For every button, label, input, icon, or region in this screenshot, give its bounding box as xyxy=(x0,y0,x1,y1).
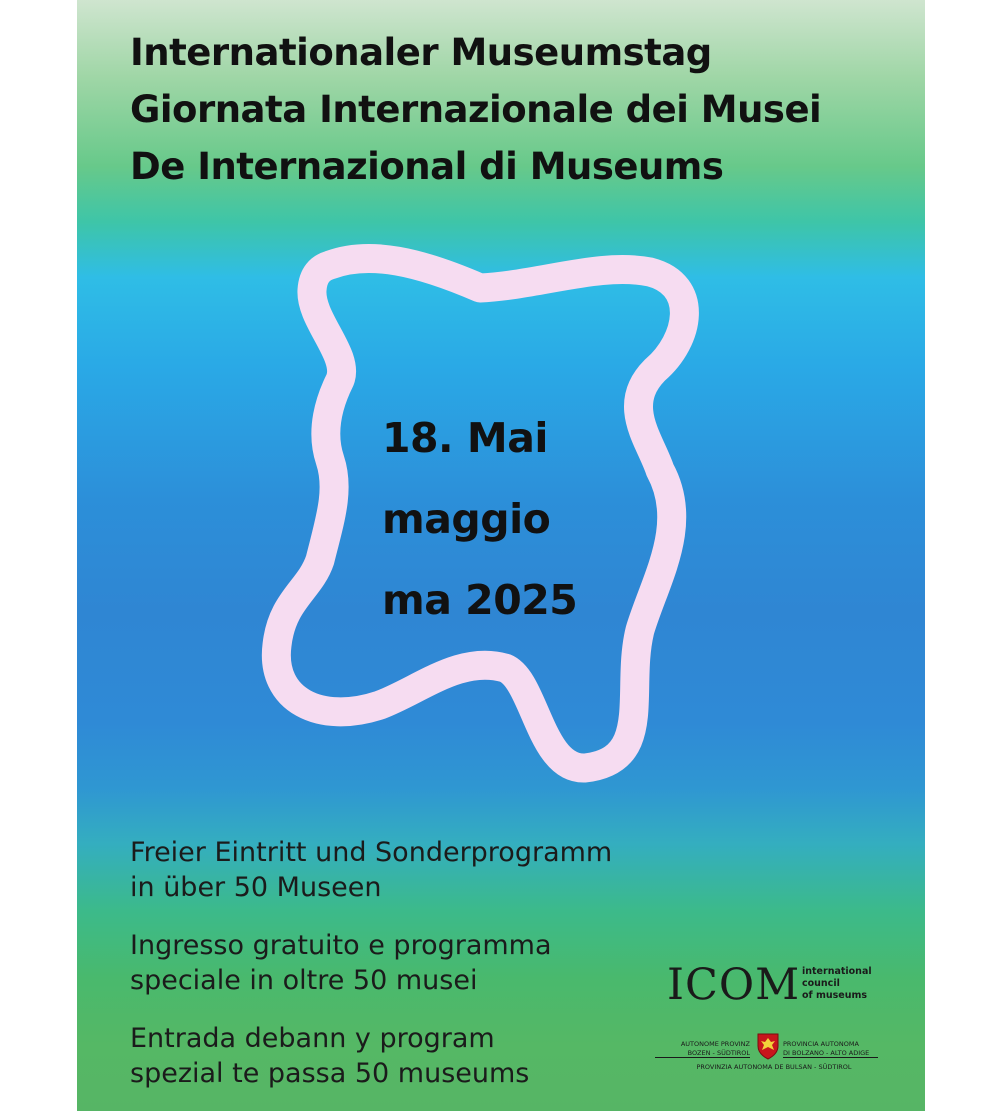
icom-sub-line-2: council xyxy=(802,978,840,989)
info-german xyxy=(130,835,612,905)
eagle-coat-of-arms-icon xyxy=(756,1032,780,1060)
event-date xyxy=(382,398,577,641)
info-ladin-line-1: Entrada debann y program xyxy=(130,1023,495,1054)
icom-subtitle xyxy=(802,966,872,1002)
province-logo xyxy=(655,1032,890,1082)
info-ladin xyxy=(130,1021,529,1091)
info-italian xyxy=(130,928,552,998)
title-line-ladin: De Internazional di Museums xyxy=(130,145,724,188)
title-line-german: Internationaler Museumstag xyxy=(130,31,712,74)
province-left-line-2: BOZEN - SÜDTIROL xyxy=(687,1049,750,1057)
date-line-1: 18. Mai xyxy=(382,414,548,462)
info-ladin-line-2: spezial te passa 50 museums xyxy=(130,1058,530,1089)
province-label-german xyxy=(655,1040,750,1058)
province-divider-right xyxy=(783,1057,878,1058)
province-right-line-2: DI BOLZANO - ALTO ADIGE xyxy=(783,1049,870,1057)
info-italian-line-1: Ingresso gratuito e programma xyxy=(130,930,552,961)
icom-logo xyxy=(667,960,882,1010)
icom-wordmark: ICOM xyxy=(667,960,801,1010)
province-right-line-1: PROVINCIA AUTONOMA xyxy=(783,1040,859,1048)
info-italian-line-2: speciale in oltre 50 musei xyxy=(130,965,478,996)
icom-sub-line-1: international xyxy=(802,966,872,977)
province-left-line-1: AUTONOME PROVINZ xyxy=(680,1040,750,1048)
info-german-line-2: in über 50 Museen xyxy=(130,872,382,903)
province-label-italian xyxy=(783,1040,893,1058)
province-divider-left xyxy=(655,1057,750,1058)
date-line-3: ma 2025 xyxy=(382,576,578,624)
date-line-2: maggio xyxy=(382,495,551,543)
info-german-line-1: Freier Eintritt und Sonderprogramm xyxy=(130,837,613,868)
province-label-ladin: PROVINZIA AUTONOMA DE BULSAN - SÜDTIROL xyxy=(696,1063,852,1071)
title-line-italian: Giornata Internazionale dei Musei xyxy=(130,88,822,131)
icom-sub-line-3: of museums xyxy=(802,990,868,1001)
poster-title xyxy=(130,24,821,195)
